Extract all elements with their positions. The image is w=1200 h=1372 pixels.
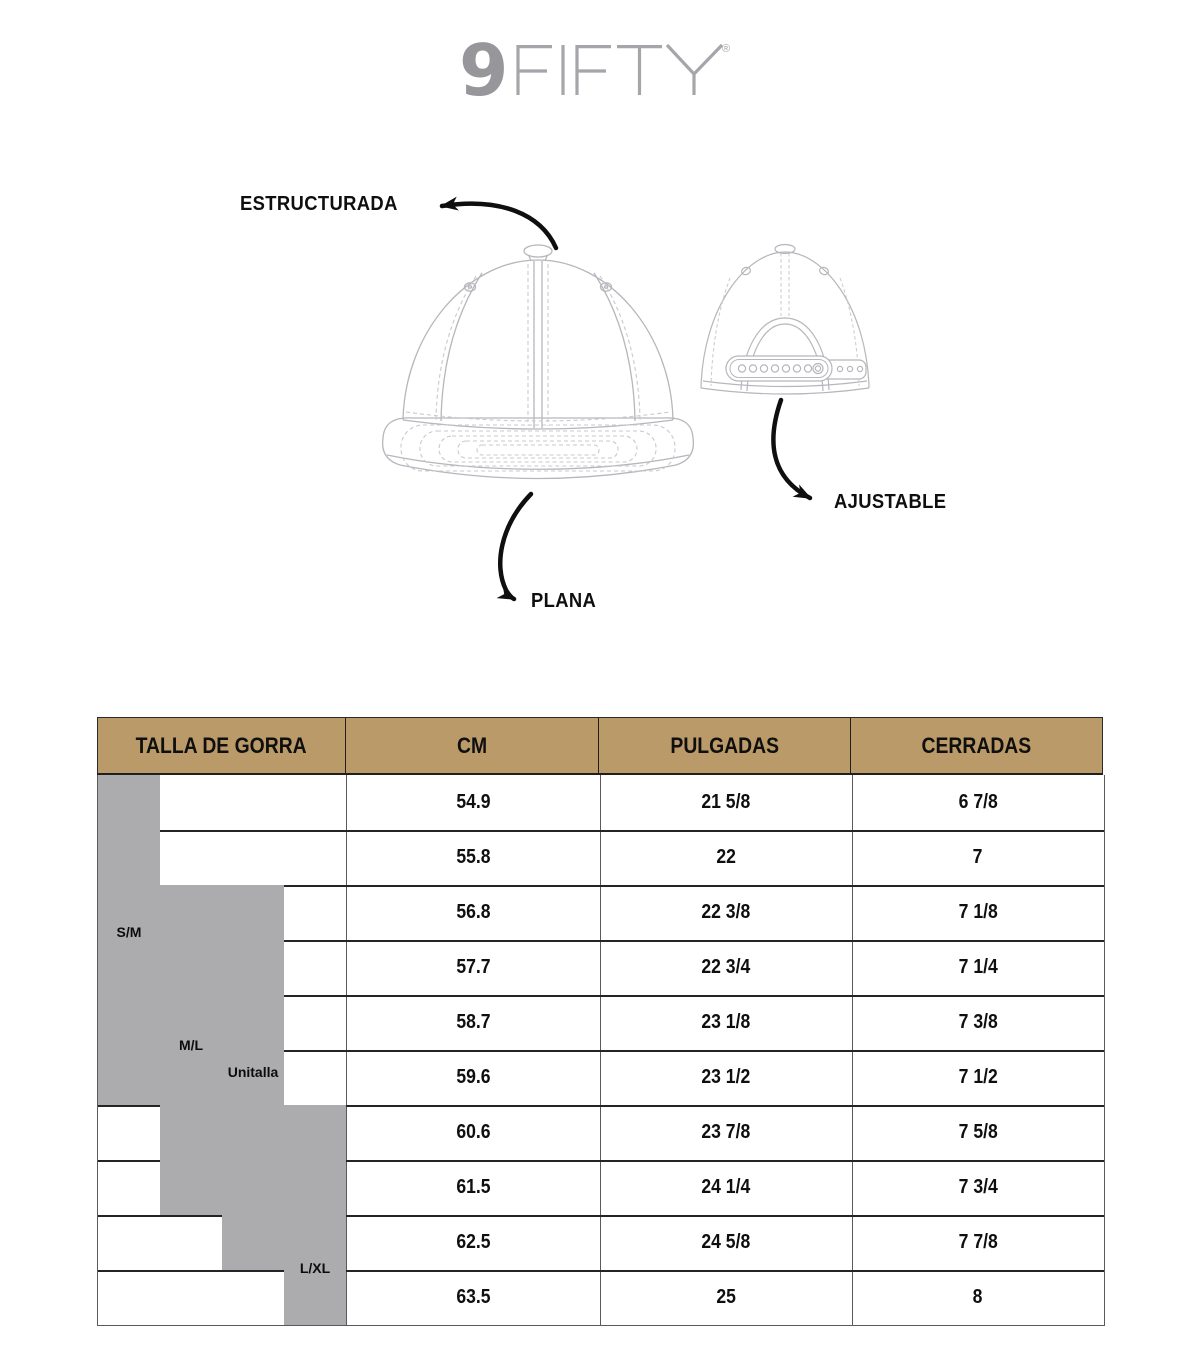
range-label-ml: M/L <box>178 1037 204 1053</box>
structured-label: ESTRUCTURADA <box>240 193 398 215</box>
snapback-strap <box>726 356 866 381</box>
row-line <box>284 940 346 942</box>
cell-cerradas: 7 3/4 <box>958 1176 998 1198</box>
row-line <box>284 885 346 887</box>
cell-cerradas: 7 7/8 <box>958 1231 998 1253</box>
cell-cerradas: 7 1/2 <box>958 1066 998 1088</box>
cell-cerradas: 6 7/8 <box>958 791 998 813</box>
cell-cm: 54.9 <box>455 791 491 813</box>
table-row <box>346 1105 1104 1160</box>
cell-cm: 60.6 <box>455 1121 491 1143</box>
row-line <box>98 1270 284 1272</box>
size-table-header <box>97 717 1103 775</box>
logo-fifty-letterforms <box>516 45 722 95</box>
arrow-flat <box>500 494 531 599</box>
cap-crown <box>403 260 673 420</box>
cell-cerradas: 7 1/8 <box>958 901 998 923</box>
cell-cm: 57.7 <box>455 956 491 978</box>
registered-mark: ® <box>722 43 731 55</box>
cell-pulgadas: 23 7/8 <box>701 1121 751 1143</box>
cell-cm: 59.6 <box>455 1066 491 1088</box>
cell-cerradas: 7 3/8 <box>958 1011 998 1033</box>
cell-pulgadas: 22 <box>716 846 736 868</box>
header-cell-size: TALLA DE GORRA <box>98 718 346 773</box>
cell-cerradas: 7 <box>973 846 983 868</box>
table-row <box>346 830 1104 885</box>
cell-pulgadas: 24 1/4 <box>701 1176 751 1198</box>
size-table <box>97 717 1103 1325</box>
cell-pulgadas: 23 1/2 <box>701 1066 751 1088</box>
table-row <box>346 1270 1104 1325</box>
table-row <box>346 995 1104 1050</box>
row-line <box>284 995 346 997</box>
cell-cerradas: 8 <box>973 1286 983 1308</box>
cap-front-illustration <box>370 240 715 495</box>
cell-pulgadas: 24 5/8 <box>701 1231 751 1253</box>
row-line <box>98 1160 160 1162</box>
cell-cm: 61.5 <box>455 1176 491 1198</box>
nine-fifty-logo <box>455 38 740 103</box>
range-label-lxl: L/XL <box>299 1260 331 1276</box>
cell-cm: 63.5 <box>455 1286 491 1308</box>
table-row <box>346 1050 1104 1105</box>
table-row <box>346 1160 1104 1215</box>
range-label-unitalla: Unitalla <box>227 1064 279 1080</box>
table-row <box>346 940 1104 995</box>
cell-cm: 55.8 <box>455 846 491 868</box>
cap-eyelet <box>741 266 752 276</box>
header-cell-cm: CM <box>346 718 600 773</box>
flat-label: PLANA <box>531 590 597 612</box>
cell-cm: 56.8 <box>455 901 491 923</box>
header-cell-pulgadas: PULGADAS <box>599 718 851 773</box>
cap-eyelet <box>819 266 830 276</box>
adjustable-label: AJUSTABLE <box>834 491 947 513</box>
header-cell-cerradas: CERRADAS <box>921 732 1032 758</box>
cell-cerradas: 7 5/8 <box>958 1121 998 1143</box>
row-line <box>160 830 346 832</box>
row-line <box>98 1105 160 1107</box>
row-line <box>98 1215 222 1217</box>
table-row <box>346 775 1104 830</box>
row-line <box>284 1050 346 1052</box>
range-block-lxl <box>284 1105 346 1325</box>
table-row <box>346 1215 1104 1270</box>
cell-cm: 62.5 <box>455 1231 491 1253</box>
arrow-adjustable <box>773 400 810 498</box>
cell-pulgadas: 22 3/8 <box>701 901 751 923</box>
cap-button <box>524 245 552 257</box>
size-table-body <box>97 775 1105 1326</box>
range-block-sm <box>98 775 160 1105</box>
cap-back-illustration <box>688 240 883 405</box>
cell-pulgadas: 25 <box>716 1286 736 1308</box>
logo-9: 9 <box>459 38 509 103</box>
range-label-sm: S/M <box>116 924 142 940</box>
cell-pulgadas: 22 3/4 <box>701 956 751 978</box>
cell-cerradas: 7 1/4 <box>958 956 998 978</box>
cell-pulgadas: 23 1/8 <box>701 1011 751 1033</box>
cell-cm: 58.7 <box>455 1011 491 1033</box>
table-row <box>346 885 1104 940</box>
cell-pulgadas: 21 5/8 <box>701 791 751 813</box>
